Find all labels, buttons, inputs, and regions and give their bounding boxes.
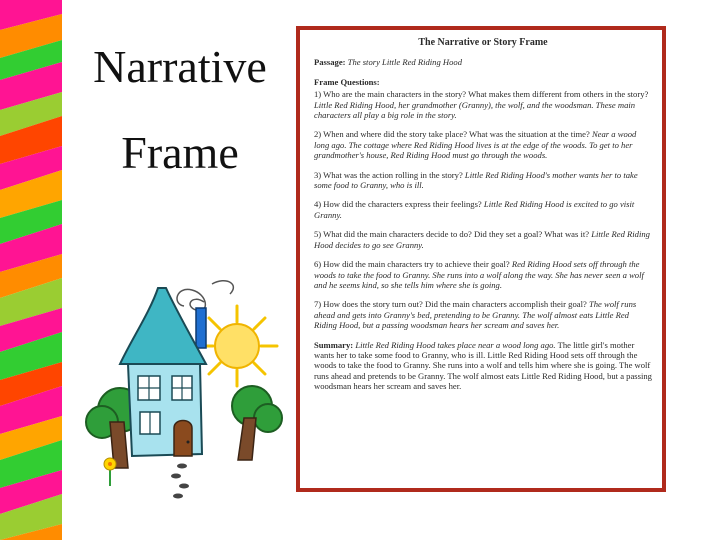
question-item (314, 170, 652, 191)
question-text: 4) How did the characters express their feelings? (314, 199, 482, 210)
question-item (314, 89, 652, 120)
stepping-stones-icon (171, 464, 189, 499)
frame-heading: The Narrative or Story Frame (418, 37, 548, 48)
question-text: 1) Who are the main characters in the story? What makes them different from others in the story? (314, 89, 649, 100)
answer-text: Little Red Riding Hood, her grandmother (Granny), the wolf, and the woodsman. These main characters all play a big role in the story. (314, 99, 636, 121)
question-text: 7) How does the story turn out? Did the main characters accomplish their goal? (314, 299, 587, 310)
flower-icon (104, 458, 116, 486)
summary-paragraph (314, 340, 652, 392)
question-item (314, 199, 652, 220)
decorative-stripe-bar (0, 0, 62, 540)
story-frame-document (296, 26, 666, 492)
summary-italic: Little Red Riding Hood takes place near a wood long ago. (355, 339, 556, 350)
sun-icon (197, 306, 277, 386)
question-text: 2) When and where did the story take place? What was the situation at the time? (314, 129, 590, 140)
right-tree-icon (232, 386, 282, 460)
stripe-pattern (0, 0, 62, 540)
summary-label: Summary: (314, 339, 354, 350)
frame-questions-label: Frame Questions: (314, 76, 380, 87)
passage-text: The story Little Red Riding Hood (347, 57, 463, 68)
question-item (314, 259, 652, 290)
story-frame-content (314, 38, 652, 392)
answer-text: The wolf runs ahead and gets into Granny's bed, pretending to be Granny. The wolf almost eats Little Red Riding Hood, but a passing woodsman hears her scream and saves her. (314, 299, 637, 331)
chimney-icon (196, 308, 206, 348)
door-icon (174, 421, 192, 457)
question-text: 3) What was the action rolling in the story? (314, 169, 463, 180)
answer-text: Red Riding Hood sets off through the woods to take the food to Granny. She runs into a wolf along the way. She has never seen a wolf and he seems kind, so she tells him where she is going. (314, 259, 644, 290)
cottage-illustration (80, 272, 292, 504)
answer-text: Little Red Riding Hood's mother wants her to take some food to Granny, who is ill. (314, 169, 638, 191)
passage-line (314, 57, 652, 67)
question-text: 5) What did the main characters decide to do? Did they set a goal? What was it? (314, 229, 590, 240)
answer-text: Little Red Riding Hood decides to go see Granny. (314, 229, 650, 250)
question-text: 6) How did the main characters try to achieve their goal? (314, 259, 510, 270)
slide-title-line-1: Narrative (93, 41, 267, 92)
slide-title-line-2: Frame (121, 127, 239, 178)
question-item (314, 229, 652, 250)
answer-text: Near a wood long ago. The cottage where Red Riding Hood lives is at the edge of the woods. To get to her grandmother's house, Red Riding Hood must go through the woods. (314, 129, 637, 161)
question-item (314, 129, 652, 160)
smoke-swirl-icon (177, 281, 233, 311)
question-item (314, 299, 652, 330)
passage-label: Passage: (314, 57, 346, 68)
summary-text: The little girl's mother wants her to take some food to Granny, who is ill. Little Red Riding Hood sets off through the woods to take the food to Granny. She runs into a wolf and tells him where she is going. The wolf runs ahead and pretends to be Granny. The wolf almost eats Little Red Riding Hood, but a passing woodsman hears her scream and saves her. (314, 339, 652, 392)
answer-text: Little Red Riding Hood is excited to go visit Granny. (314, 199, 635, 220)
